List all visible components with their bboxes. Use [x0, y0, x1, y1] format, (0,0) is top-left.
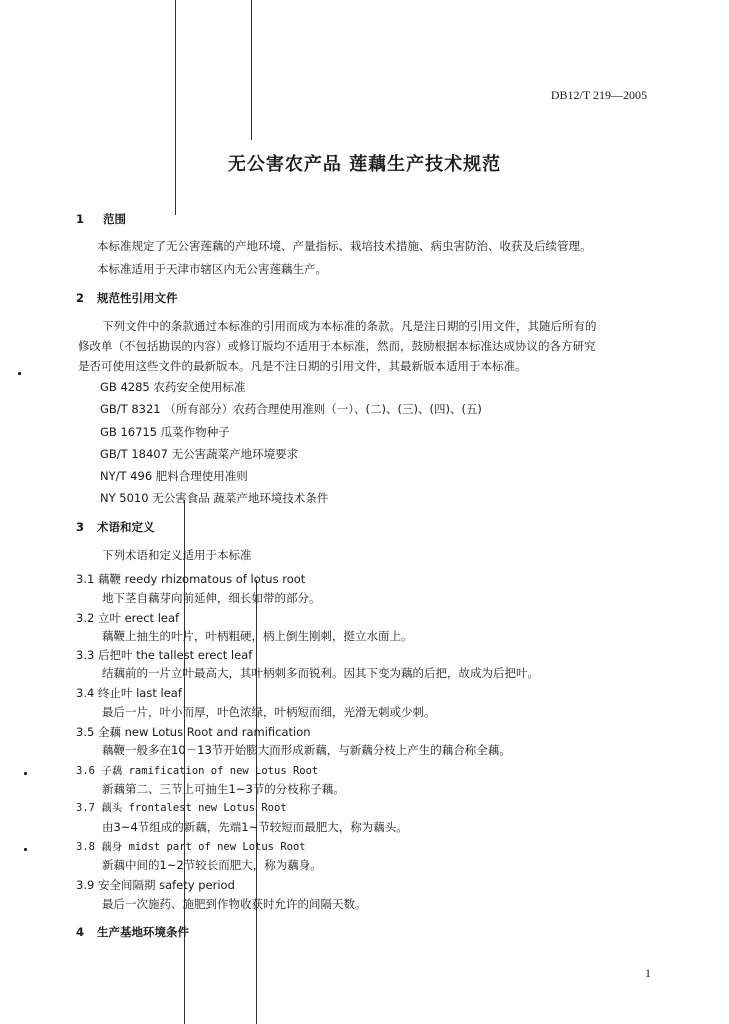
section-1-paragraph: 本标准规定了无公害莲藕的产地环境、产量指标、栽培技术措施、病虫害防治、收获及后续管理。: [97, 239, 592, 253]
section-3-title: 术语和定义: [97, 520, 155, 534]
reference-item: GB/T 18407 无公害蔬菜产地环境要求: [100, 447, 299, 461]
term-definition: 最后一片，叶小而厚，叶色浓绿，叶柄短而细，光滑无刺或少刺。: [102, 705, 436, 719]
term-label: 3.8 藕身 midst part of new Lotus Root: [76, 841, 306, 853]
term-definition: 新藕第二、三节上可抽生1~3节的分枝称子藕。: [102, 782, 345, 796]
section-1-title: 范围: [103, 212, 126, 226]
page-number: 1: [645, 966, 651, 980]
section-2-paragraph: 修改单（不包括勘误的内容）或修订版均不适用于本标准，然而，鼓励根据本标准达成协议的各方研究: [78, 339, 596, 353]
document-title: 无公害农产品 莲藕生产技术规范: [227, 154, 502, 175]
term-label: 3.1 藕鞭 reedy rhizomatous of lotus root: [76, 572, 306, 586]
scan-artifact-line: [175, 0, 176, 215]
reference-item: NY/T 496 肥料合理使用准则: [100, 469, 248, 483]
reference-item: GB/T 8321 （所有部分）农药合理使用准则（一）、(二)、(三)、(四)、(五): [100, 402, 482, 416]
term-label: 3.3 后把叶 the tallest erect leaf: [76, 648, 253, 662]
term-definition: 由3~4节组成的新藕，先端1~节较短而最肥大，称为藕头。: [102, 820, 408, 834]
section-1-paragraph: 本标准适用于天津市辖区内无公害莲藕生产。: [97, 262, 327, 276]
document-code: DB12/T 219—2005: [550, 88, 647, 102]
scan-artifact-line: [251, 0, 252, 140]
term-label: 3.7 藕头 frontalest new Lotus Root: [76, 802, 287, 814]
section-2-paragraph: 下列文件中的条款通过本标准的引用而成为本标准的条款。凡是注日期的引用文件，其随后所有的: [102, 319, 597, 333]
scan-speck: [24, 848, 27, 851]
section-3-number: 3: [76, 520, 85, 534]
section-2-title: 规范性引用文件: [97, 291, 178, 305]
term-definition: 藕鞭上抽生的叶片，叶柄粗硬，柄上倒生刚刺，挺立水面上。: [102, 629, 413, 643]
section-3-intro: 下列术语和定义适用于本标准: [102, 548, 252, 562]
term-label: 3.5 全藕 new Lotus Root and ramification: [76, 725, 311, 739]
section-2-number: 2: [76, 291, 85, 305]
section-1-number: 1: [76, 212, 85, 226]
scan-speck: [24, 772, 27, 775]
term-label: 3.9 安全间隔期 safety period: [76, 878, 235, 892]
section-4-number: 4: [76, 925, 85, 939]
reference-item: GB 4285 农药安全使用标准: [100, 380, 246, 394]
term-definition: 结藕前的一片立叶最高大，其叶柄刺多而锐利。因其下变为藕的后把，故成为后把叶。: [102, 666, 539, 680]
term-label: 3.4 终止叶 last leaf: [76, 686, 182, 700]
term-definition: 地下茎自藕芽向前延伸，细长如带的部分。: [102, 591, 321, 605]
term-label: 3.6 子藕 ramification of new Lotus Root: [76, 765, 319, 777]
reference-item: NY 5010 无公害食品 蔬菜产地环境技术条件: [100, 491, 329, 505]
section-4-title: 生产基地环境条件: [97, 925, 189, 939]
term-label: 3.2 立叶 erect leaf: [76, 611, 180, 625]
section-2-paragraph: 是否可使用这些文件的最新版本。凡是不注日期的引用文件，其最新版本适用于本标准。: [78, 359, 527, 373]
term-definition: 新藕中间的1~2节较长而肥大，称为藕身。: [102, 858, 322, 872]
reference-item: GB 16715 瓜菜作物种子: [100, 425, 230, 439]
term-definition: 藕鞭一般多在10－13节开始膨大而形成新藕，与新藕分枝上产生的藕合称全藕。: [102, 743, 511, 757]
scan-speck: [18, 372, 21, 375]
term-definition: 最后一次施药、施肥到作物收获时允许的间隔天数。: [102, 897, 367, 911]
